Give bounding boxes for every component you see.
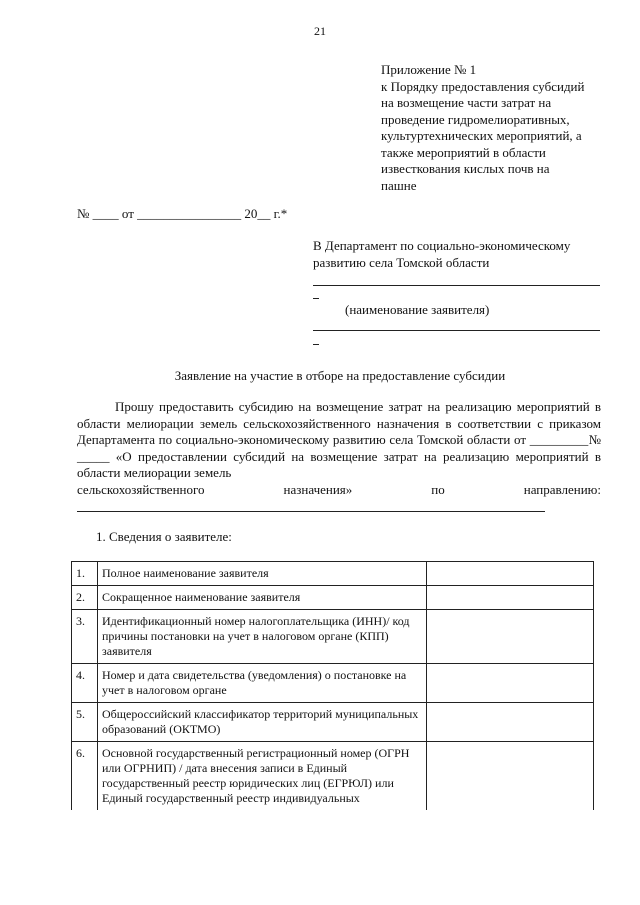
statement-text: Прошу предоставить субсидию на возмещение затрат на реализацию мероприятий в области мелиорации земель сельскохозяйственного назначения в соответствии с приказом Департамента по социально-экономическому развитию села Томской области от _________№ _____ «О предоставлении субсидий на возмещение затрат на реализацию мероприятий в области мелиорации земель (77, 399, 601, 480)
row-value (427, 703, 594, 742)
section-title: 1. Сведения о заявителе: (96, 529, 232, 544)
table-row (72, 664, 594, 703)
row-value (427, 562, 594, 586)
row-number: 3. (72, 610, 98, 664)
applicant-name-line-2 (313, 330, 600, 331)
addressee-line: В Департамент по социально-экономическому (313, 238, 571, 253)
applicant-name-line (313, 285, 600, 286)
row-label: Полное наименование заявителя (98, 562, 427, 586)
applicant-name-line-2-end (313, 344, 319, 345)
row-value (427, 742, 594, 811)
addressee-line: развитию села Томской области (313, 255, 490, 270)
page-number: 21 (314, 24, 326, 38)
appendix-title: Приложение № 1 (381, 62, 477, 77)
table-row (72, 610, 594, 664)
table-row (72, 703, 594, 742)
appendix-block (381, 62, 611, 194)
applicant-info-table (71, 561, 594, 810)
applicant-name-line-end (313, 298, 319, 299)
appendix-line: пашне (381, 177, 417, 193)
row-label: Общероссийский классификатор территорий муниципальных образований (ОКТМО) (98, 703, 427, 742)
row-label: Номер и дата свидетельства (уведомления) о постановке на учет в налоговом органе (98, 664, 427, 703)
row-value (427, 664, 594, 703)
row-number: 1. (72, 562, 98, 586)
statement-text-end: сельскохозяйственного назначения» по направлению: (77, 481, 601, 497)
row-value (427, 610, 594, 664)
applicant-name-caption: (наименование заявителя) (345, 302, 490, 317)
row-number: 2. (72, 586, 98, 610)
statement-title: Заявление на участие в отборе на предоставление субсидии (174, 368, 506, 383)
table-row (72, 586, 594, 610)
addressee-block (313, 237, 603, 271)
appendix-line: проведение гидромелиоративных, (381, 111, 570, 127)
table-row (72, 742, 594, 811)
row-label: Сокращенное наименование заявителя (98, 586, 427, 610)
number-date-line: № ____ от ________________ 20__ г.* (77, 206, 288, 221)
row-label: Основной государственный регистрационный номер (ОГРН или ОГРНИП) / дата внесения записи в Единый государственный реестр юридических лиц (ЕГРЮЛ) или Единый государственный реестр индивидуальных (98, 742, 427, 811)
row-label: Идентификационный номер налогоплательщика (ИНН)/ код причины постановки на учет в налоговом органе (КПП) заявителя (98, 610, 427, 664)
statement-paragraph (77, 399, 601, 498)
appendix-line: к Порядку предоставления субсидий (381, 78, 585, 94)
table-row (72, 562, 594, 586)
row-number: 6. (72, 742, 98, 811)
appendix-line: также мероприятий в области (381, 144, 546, 160)
appendix-line: на возмещение части затрат на (381, 95, 552, 110)
appendix-line: культуртехнических мероприятий, а (381, 128, 582, 143)
row-number: 5. (72, 703, 98, 742)
appendix-line: известкования кислых почв на (381, 161, 550, 176)
row-value (427, 586, 594, 610)
row-number: 4. (72, 664, 98, 703)
direction-fill-line (77, 511, 545, 512)
